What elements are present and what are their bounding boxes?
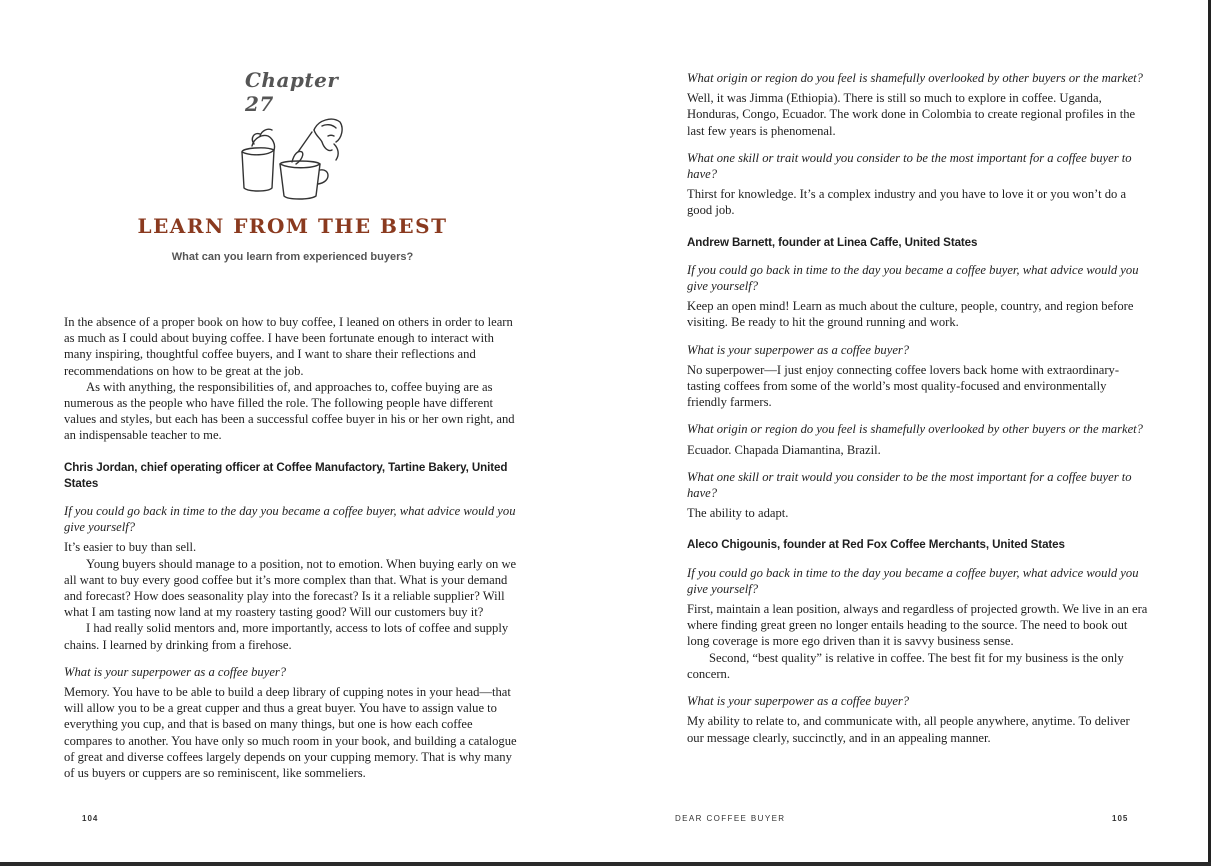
interview-question: What is your superpower as a coffee buyer?: [64, 664, 287, 679]
interview-answer: My ability to relate to, and communicate with, all people anywhere, anytime. To deliver our message clearly, succinctly, and in an appealing manner.: [687, 714, 1130, 745]
interview-question: What one skill or trait would you consider to be the most important for a coffee buyer to have?: [687, 469, 1132, 501]
running-head: DEAR COFFEE BUYER: [675, 814, 786, 823]
interview-question: If you could go back in time to the day you became a coffee buyer, what advice would you give yourself?: [687, 262, 1139, 294]
interview-answer: Well, it was Jimma (Ethiopia). There is still so much to explore in coffee. Uganda, Honduras, Congo, Ecuador. The work done in Colombia to create regional profiles in the last few years is phenomenal.: [687, 91, 1136, 138]
interview-answer: Thirst for knowledge. It’s a complex industry and you have to love it or you won’t do a good job.: [687, 187, 1127, 218]
interview-question: What is your superpower as a coffee buyer?: [687, 342, 910, 357]
interview-question: What origin or region do you feel is shamefully overlooked by other buyers or the market?: [687, 71, 1143, 85]
interview-answer: Keep an open mind! Learn as much about the culture, people, country, and region before visiting. Be ready to hit the ground running and work.: [687, 299, 1134, 330]
coffee-cupping-illustration-icon: [232, 108, 350, 200]
chapter-subtitle: What can you learn from experienced buyers?: [171, 251, 414, 263]
interview-answer: I had really solid mentors and, more importantly, access to lots of coffee and supply chains. I learned by drinking from a firehose.: [64, 621, 509, 652]
speaker-heading: Chris Jordan, chief operating officer at Coffee Manufactory, Tartine Bakery, United States: [64, 460, 508, 490]
interview-answer: Young buyers should manage to a position, not to emotion. When buying early on we all want to buy every good coffee but it’s more complex than that. What is your demand and forecast? How does seasonality play into the forecast? Is it a reliable supplier? Will what I am tasting now land at my roastery tasting good? Will our customers buy it?: [64, 556, 517, 620]
chapter-title: LEARN FROM THE BEST: [137, 214, 448, 238]
interview-question: If you could go back in time to the day you became a coffee buyer, what advice would you give yourself?: [64, 504, 516, 535]
interview-question: What one skill or trait would you consider to be the most important for a coffee buyer to have?: [687, 150, 1132, 182]
interview-answer: No superpower—I just enjoy connecting coffee lovers back home with extraordinary-tasting coffees from some of the world’s most quality-focused and environmentally friendly farmers.: [687, 362, 1120, 410]
interview-question: What origin or region do you feel is shamefully overlooked by other buyers or the market?: [687, 422, 1143, 437]
left-page: [0, 0, 605, 866]
page-number: 104: [82, 814, 99, 823]
speaker-heading: Aleco Chigounis, founder at Red Fox Coffee Merchants, United States: [687, 538, 1065, 552]
interview-answer: Memory. You have to be able to build a deep library of cupping notes in your head—that will allow you to be a great cupper and thus a great buyer. You have to assign value to everything you cup, and that is based on many things, but one is how each coffee compares to another. You have only so much room in your book, and building a catalogue of great and diverse coffees largely depends on your cupping memory. That is why many of us buyers or cuppers are so reminiscent, like sommeliers.: [64, 685, 517, 781]
intro-paragraph: In the absence of a proper book on how to buy coffee, I leaned on others in order to learn as much as I could about buying coffee. I have been fortunate enough to interact with many inspiring, thoughtful coffee buyers, and I want to share their reflections and recommendations on how to be great at the job.: [64, 315, 513, 378]
interview-question: If you could go back in time to the day you became a coffee buyer, what advice would you give yourself?: [687, 565, 1139, 596]
right-text-column: [687, 70, 1149, 746]
left-text-column: [64, 314, 524, 781]
page-bottom-edge: [0, 862, 1211, 866]
interview-answer: It’s easier to buy than sell.: [64, 540, 197, 555]
page-number: 105: [1112, 814, 1129, 823]
chapter-label: Chapter 27: [245, 68, 339, 116]
right-page: [606, 0, 1208, 866]
interview-question: What is your superpower as a coffee buyer?: [687, 694, 910, 709]
interview-answer: Ecuador. Chapada Diamantina, Brazil.: [687, 442, 881, 457]
interview-answer: The ability to adapt.: [687, 506, 789, 521]
speaker-heading: Andrew Barnett, founder at Linea Caffe, United States: [687, 235, 978, 249]
interview-answer: Second, “best quality” is relative in coffee. The best fit for my business is the only concern.: [687, 650, 1124, 681]
interview-answer: First, maintain a lean position, always and regardless of projected growth. We live in an era where finding great green no longer entails heading to the source. The need to book out long coverage is more ego driven than it is savvy business sense.: [687, 602, 1148, 649]
intro-paragraph: As with anything, the responsibilities of, and approaches to, coffee buying are as numerous as the people who have filled the role. The following people have different values and styles, but each has been a successful coffee buyer in his or her own right, and an indispensable teacher to me.: [64, 379, 515, 443]
